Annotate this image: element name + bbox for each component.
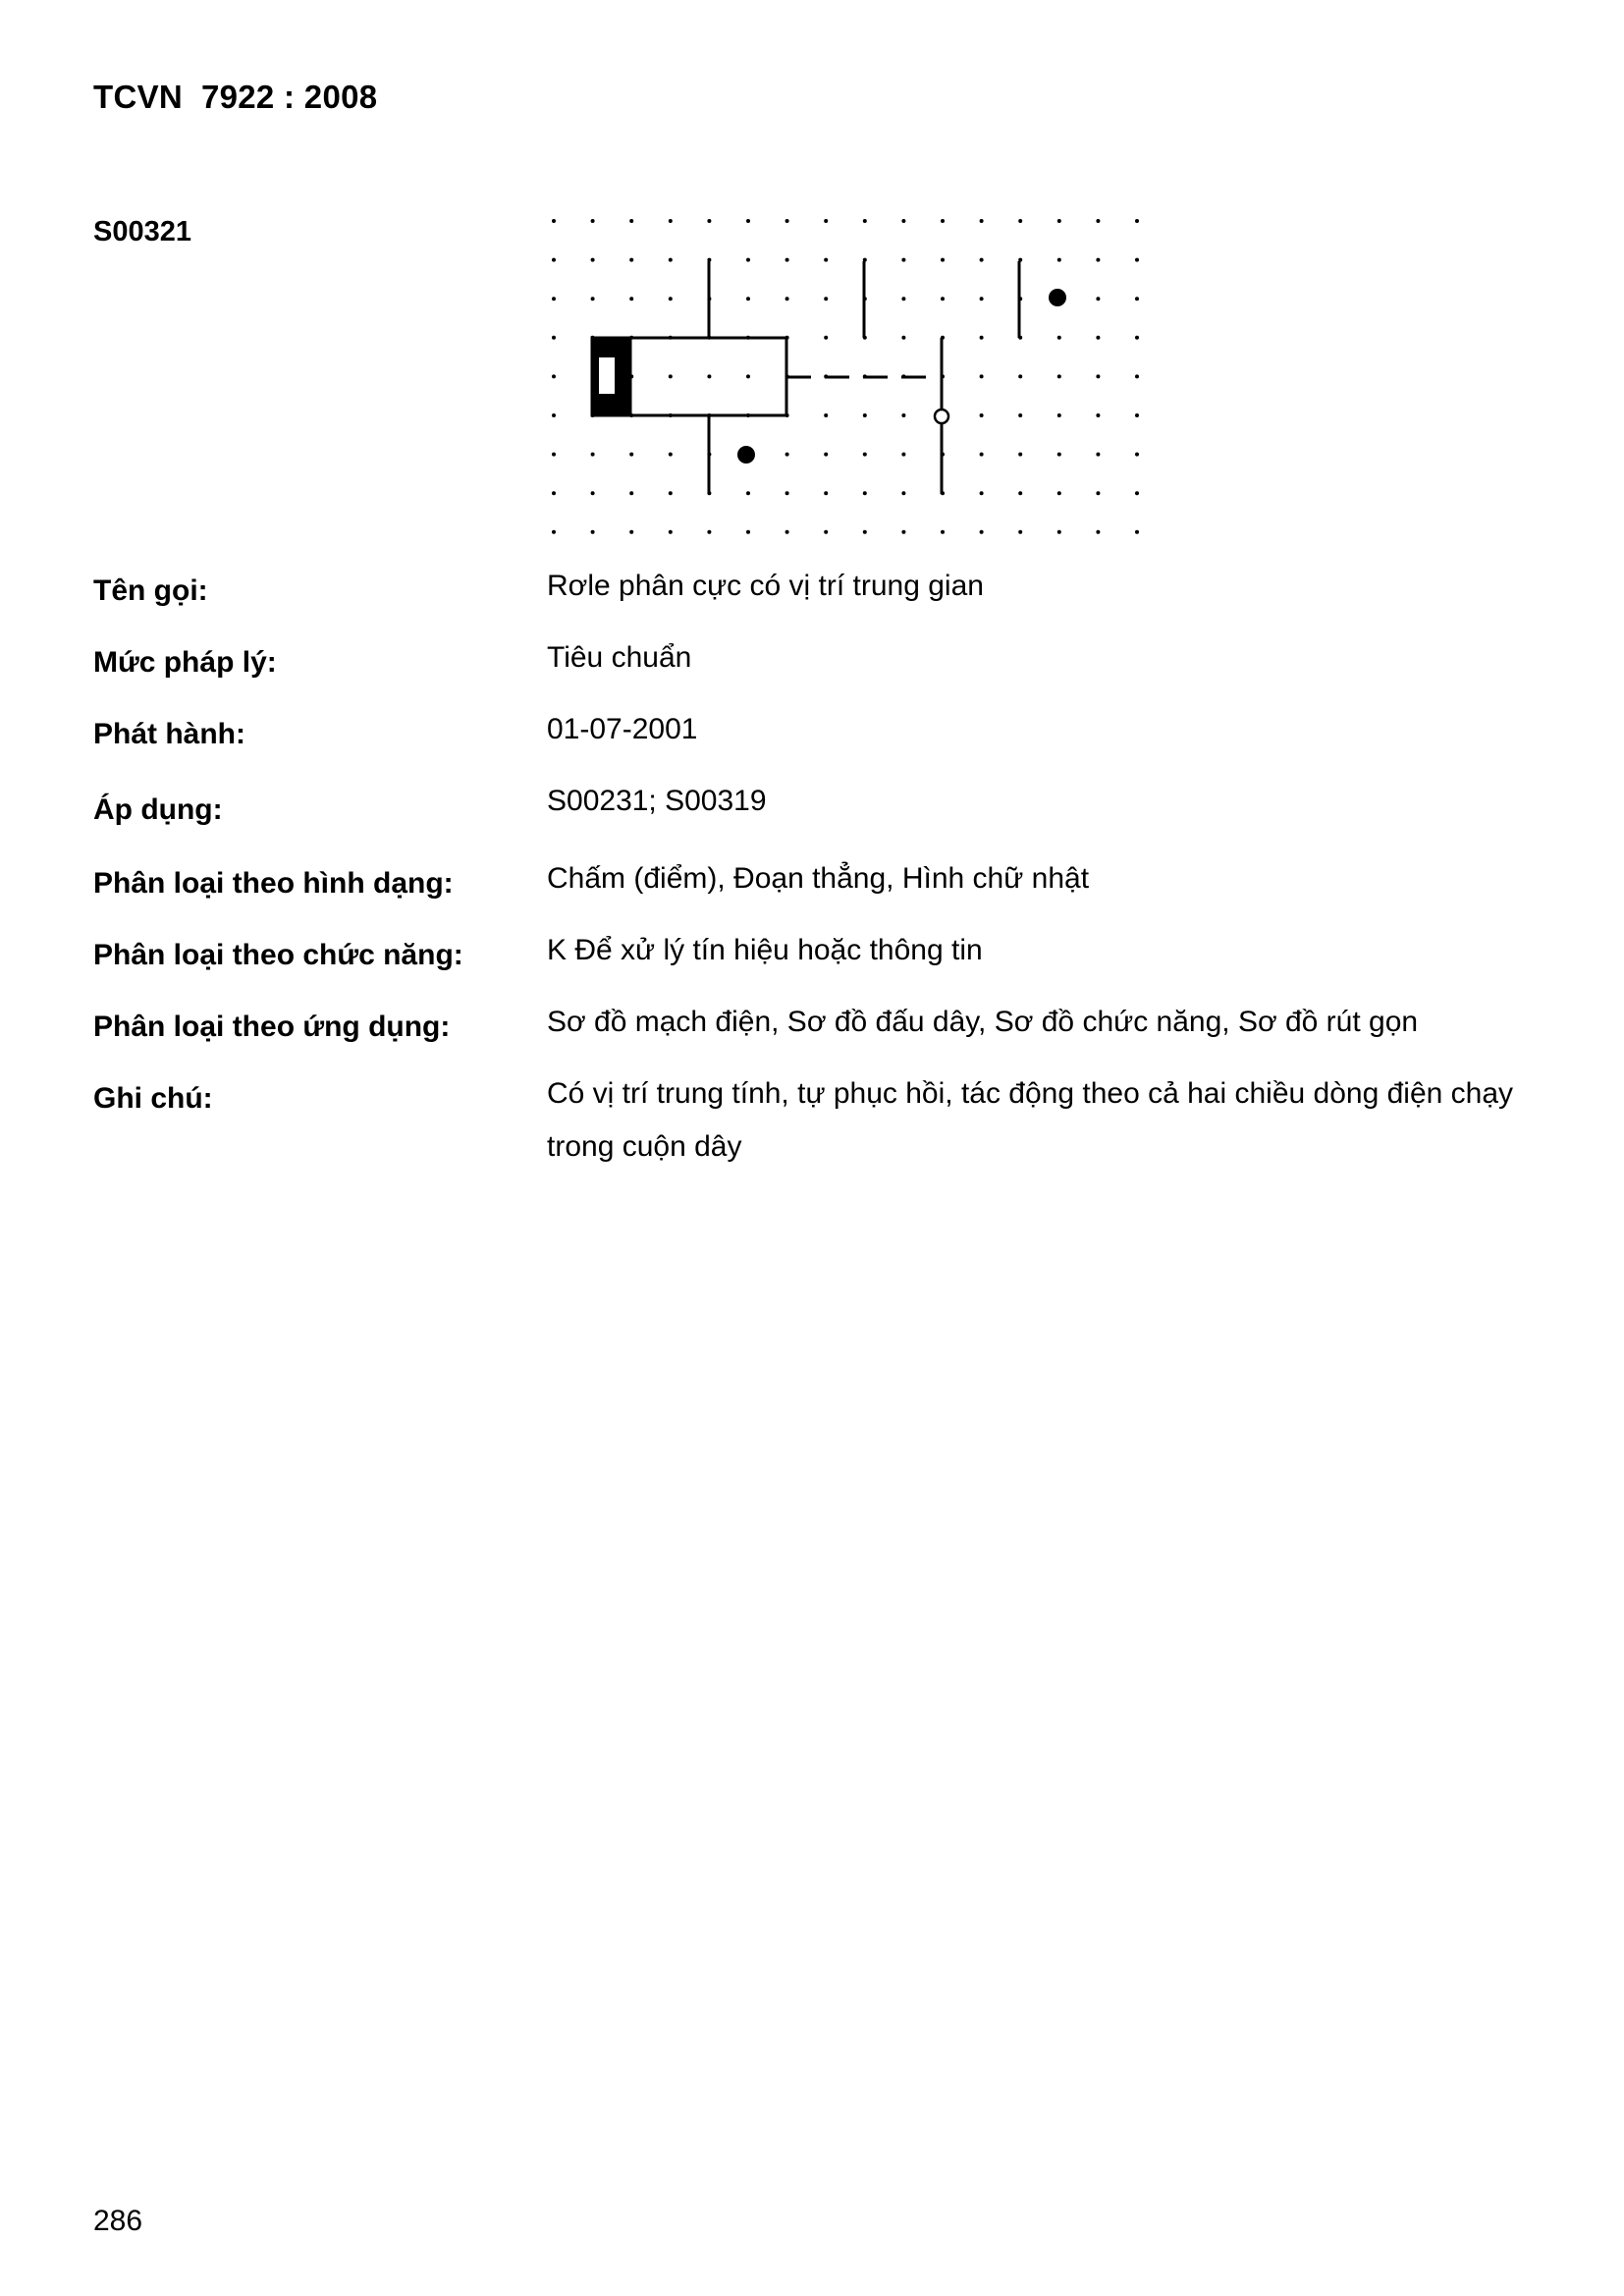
grid-dot	[824, 491, 828, 495]
grid-dot	[591, 297, 595, 301]
grid-dot	[785, 219, 789, 223]
grid-dot	[1135, 491, 1139, 495]
grid-dot	[941, 258, 945, 262]
grid-dot	[1135, 336, 1139, 340]
grid-dot	[1057, 413, 1061, 417]
grid-dot	[552, 374, 556, 378]
grid-dot	[824, 530, 828, 534]
grid-dot	[1135, 413, 1139, 417]
page-number: 286	[93, 2205, 143, 2237]
grid-dot	[1018, 374, 1022, 378]
grid-dot	[629, 453, 633, 457]
grid-dot	[824, 258, 828, 262]
pivot-point	[935, 410, 948, 423]
grid-dot	[1135, 297, 1139, 301]
grid-dot	[669, 491, 673, 495]
grid-dot	[1057, 453, 1061, 457]
grid-dot	[980, 219, 984, 223]
grid-dot	[591, 258, 595, 262]
grid-dot	[941, 297, 945, 301]
grid-dot	[707, 219, 711, 223]
field-value: K Để xử lý tín hiệu hoặc thông tin	[547, 934, 983, 966]
grid-dot	[901, 530, 905, 534]
field-label: Tên gọi:	[93, 574, 208, 607]
grid-dot	[863, 491, 867, 495]
grid-dot	[1096, 219, 1100, 223]
field-value: Chấm (điểm), Đoạn thẳng, Hình chữ nhật	[547, 862, 1090, 895]
grid-dot	[824, 219, 828, 223]
field-label: Phân loại theo chức năng:	[93, 939, 463, 971]
grid-dot	[707, 530, 711, 534]
grid-dot	[901, 258, 905, 262]
grid-dot	[746, 219, 750, 223]
grid-dot	[591, 491, 595, 495]
grid-dot	[669, 453, 673, 457]
grid-dot	[980, 491, 984, 495]
field-value: Sơ đồ mạch điện, Sơ đồ đấu dây, Sơ đồ chức năng, Sơ đồ rút gọn	[547, 1006, 1419, 1038]
grid-dot	[980, 453, 984, 457]
symbol-code: S00321	[93, 216, 191, 247]
grid-dot	[552, 491, 556, 495]
grid-dot	[785, 530, 789, 534]
grid-dot	[746, 258, 750, 262]
grid-dot	[1096, 530, 1100, 534]
grid-dot	[669, 219, 673, 223]
grid-dot	[1135, 453, 1139, 457]
grid-dot	[863, 453, 867, 457]
grid-dot	[1096, 453, 1100, 457]
grid-dot	[863, 219, 867, 223]
grid-dot	[746, 491, 750, 495]
grid-dot	[785, 453, 789, 457]
field-value: Có vị trí trung tính, tự phục hồi, tác động theo cả hai chiều dòng điện chạy trong cuộn dây	[547, 1077, 1514, 1163]
grid-dot	[746, 530, 750, 534]
grid-dot	[629, 530, 633, 534]
grid-dot	[552, 219, 556, 223]
grid-dot	[1057, 530, 1061, 534]
grid-dot	[901, 453, 905, 457]
grid-dot	[941, 530, 945, 534]
field-label: Áp dụng:	[93, 793, 223, 826]
polarity-dot-contact	[1049, 289, 1066, 306]
polarity-window	[599, 357, 615, 394]
grid-dot	[824, 336, 828, 340]
grid-dot	[980, 374, 984, 378]
grid-dot	[629, 297, 633, 301]
field-label: Phát hành:	[93, 718, 245, 750]
field-label: Phân loại theo hình dạng:	[93, 867, 454, 900]
grid-dot	[1057, 336, 1061, 340]
grid-dot	[1057, 491, 1061, 495]
grid-dot	[1096, 374, 1100, 378]
grid-dot	[746, 297, 750, 301]
relay-symbol-icon	[538, 209, 1147, 543]
grid-dot	[980, 336, 984, 340]
grid-dot	[707, 374, 711, 378]
document-header: TCVN 7922 : 2008	[93, 79, 378, 115]
grid-dot	[629, 219, 633, 223]
grid-dot	[901, 297, 905, 301]
grid-dot	[552, 297, 556, 301]
grid-dot	[552, 336, 556, 340]
field-value: Tiêu chuẩn	[547, 641, 692, 674]
grid-dot	[591, 530, 595, 534]
field-label: Mức pháp lý:	[93, 646, 277, 679]
grid-dot	[1135, 530, 1139, 534]
grid-dot	[1096, 297, 1100, 301]
grid-dot	[980, 258, 984, 262]
grid-dot	[980, 413, 984, 417]
grid-dot	[901, 336, 905, 340]
grid-dot	[1135, 219, 1139, 223]
grid-dot	[669, 297, 673, 301]
grid-dot	[1018, 413, 1022, 417]
grid-dot	[941, 219, 945, 223]
grid-dot	[552, 413, 556, 417]
polarity-dot-coil	[737, 446, 755, 464]
grid-dot	[901, 413, 905, 417]
grid-dot	[1057, 374, 1061, 378]
grid-dot	[863, 530, 867, 534]
grid-dot	[591, 453, 595, 457]
grid-dot	[824, 453, 828, 457]
field-value: 01-07-2001	[547, 713, 698, 745]
grid-dot	[669, 258, 673, 262]
grid-dot	[1096, 413, 1100, 417]
grid-dot	[552, 530, 556, 534]
grid-dot	[785, 491, 789, 495]
grid-dot	[1018, 219, 1022, 223]
grid-dot	[824, 297, 828, 301]
grid-dot	[552, 258, 556, 262]
grid-dot	[1057, 219, 1061, 223]
field-label: Phân loại theo ứng dụng:	[93, 1011, 451, 1043]
grid-dot	[552, 453, 556, 457]
grid-dot	[1135, 374, 1139, 378]
grid-dot	[1096, 491, 1100, 495]
grid-dot	[1057, 258, 1061, 262]
grid-dot	[863, 413, 867, 417]
grid-dot	[785, 258, 789, 262]
grid-dot	[824, 413, 828, 417]
grid-dot	[1018, 453, 1022, 457]
grid-dot	[980, 297, 984, 301]
grid-dot	[1096, 336, 1100, 340]
grid-dot	[901, 219, 905, 223]
grid-dot	[629, 491, 633, 495]
field-label: Ghi chú:	[93, 1082, 213, 1115]
grid-dot	[980, 530, 984, 534]
grid-dot	[669, 374, 673, 378]
grid-dot	[901, 491, 905, 495]
grid-dot	[785, 297, 789, 301]
grid-dot	[1135, 258, 1139, 262]
grid-dot	[1096, 258, 1100, 262]
field-value: Rơle phân cực có vị trí trung gian	[547, 570, 984, 602]
field-value: S00231; S00319	[547, 785, 767, 817]
grid-dot	[669, 530, 673, 534]
grid-dot	[591, 219, 595, 223]
grid-dot	[1018, 530, 1022, 534]
grid-dot	[746, 374, 750, 378]
grid-dot	[1018, 491, 1022, 495]
grid-dot	[629, 258, 633, 262]
